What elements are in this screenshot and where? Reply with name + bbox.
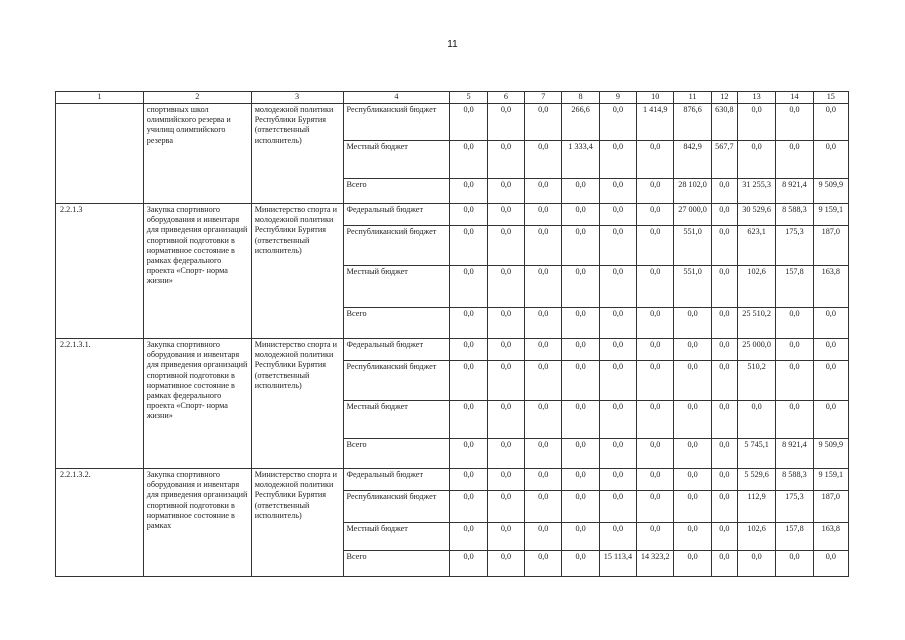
amount-cell: 0,0 [599, 266, 636, 308]
amount-cell: 0,0 [599, 361, 636, 401]
funding-source: Всего [343, 179, 450, 204]
table-row [56, 339, 849, 361]
amount-cell: 0,0 [562, 204, 599, 226]
amount-cell: 567,7 [711, 141, 737, 179]
amount-cell: 0,0 [813, 339, 848, 361]
amount-cell: 0,0 [711, 204, 737, 226]
funding-source: Местный бюджет [343, 266, 450, 308]
amount-cell: 876,6 [674, 104, 711, 141]
amount-cell: 5 745,1 [737, 439, 775, 469]
amount-cell: 8 921,4 [776, 439, 813, 469]
column-header: 4 [343, 92, 450, 104]
item-name: Закупка спортивного оборудования и инвентаря для приведения организаций спортивной подготовки в нормативное состояние в рамках федерального проекта «Спорт- норма жизни» [143, 339, 251, 469]
amount-cell: 0,0 [487, 469, 524, 491]
amount-cell: 0,0 [711, 179, 737, 204]
amount-cell: 0,0 [737, 401, 775, 439]
amount-cell: 0,0 [637, 523, 674, 551]
amount-cell: 0,0 [450, 361, 487, 401]
amount-cell: 0,0 [776, 339, 813, 361]
amount-cell: 0,0 [525, 339, 562, 361]
amount-cell: 842,9 [674, 141, 711, 179]
amount-cell: 0,0 [637, 491, 674, 523]
item-executor: Министерство спорта и молодежной политики Республики Бурятия (ответственный исполнитель) [251, 204, 343, 339]
amount-cell: 0,0 [487, 523, 524, 551]
amount-cell: 0,0 [487, 226, 524, 266]
amount-cell: 0,0 [813, 401, 848, 439]
amount-cell: 0,0 [487, 141, 524, 179]
amount-cell: 0,0 [711, 491, 737, 523]
column-header: 6 [487, 92, 524, 104]
funding-source: Всего [343, 439, 450, 469]
amount-cell: 0,0 [674, 491, 711, 523]
amount-cell: 25 000,0 [737, 339, 775, 361]
funding-source: Местный бюджет [343, 401, 450, 439]
item-name: Закупка спортивного оборудования и инвентаря для приведения организаций спортивной подготовки в нормативное состояние в рамках [143, 469, 251, 577]
amount-cell: 0,0 [599, 439, 636, 469]
amount-cell: 0,0 [450, 204, 487, 226]
amount-cell: 0,0 [450, 226, 487, 266]
amount-cell: 0,0 [599, 491, 636, 523]
amount-cell: 0,0 [487, 266, 524, 308]
amount-cell: 551,0 [674, 226, 711, 266]
amount-cell: 28 102,0 [674, 179, 711, 204]
amount-cell: 8 588,3 [776, 469, 813, 491]
amount-cell: 0,0 [737, 104, 775, 141]
amount-cell: 0,0 [637, 469, 674, 491]
amount-cell: 0,0 [711, 551, 737, 577]
amount-cell: 0,0 [674, 401, 711, 439]
amount-cell: 0,0 [599, 204, 636, 226]
amount-cell: 0,0 [525, 361, 562, 401]
amount-cell: 0,0 [487, 551, 524, 577]
item-executor: молодежной политики Республики Бурятия (ответственный исполнитель) [251, 104, 343, 204]
amount-cell: 0,0 [637, 439, 674, 469]
amount-cell: 266,6 [562, 104, 599, 141]
amount-cell: 0,0 [487, 401, 524, 439]
amount-cell: 112,9 [737, 491, 775, 523]
amount-cell: 0,0 [525, 308, 562, 339]
column-header: 11 [674, 92, 711, 104]
amount-cell: 0,0 [599, 401, 636, 439]
amount-cell: 0,0 [562, 308, 599, 339]
amount-cell: 0,0 [674, 439, 711, 469]
amount-cell: 0,0 [711, 266, 737, 308]
amount-cell: 0,0 [450, 179, 487, 204]
amount-cell: 157,8 [776, 266, 813, 308]
amount-cell: 187,0 [813, 226, 848, 266]
funding-source: Республиканский бюджет [343, 104, 450, 141]
amount-cell: 0,0 [450, 491, 487, 523]
amount-cell: 0,0 [562, 551, 599, 577]
amount-cell: 175,3 [776, 491, 813, 523]
column-header: 7 [525, 92, 562, 104]
amount-cell: 0,0 [711, 439, 737, 469]
amount-cell: 0,0 [487, 439, 524, 469]
funding-source: Местный бюджет [343, 523, 450, 551]
amount-cell: 0,0 [599, 226, 636, 266]
amount-cell: 31 255,3 [737, 179, 775, 204]
amount-cell: 0,0 [562, 439, 599, 469]
amount-cell: 0,0 [525, 179, 562, 204]
column-header: 14 [776, 92, 813, 104]
amount-cell: 0,0 [525, 266, 562, 308]
item-code [56, 104, 144, 204]
table-row [56, 204, 849, 226]
funding-source: Республиканский бюджет [343, 491, 450, 523]
amount-cell: 0,0 [711, 401, 737, 439]
amount-cell: 9 159,1 [813, 204, 848, 226]
table-row [56, 104, 849, 141]
funding-source: Местный бюджет [343, 141, 450, 179]
item-name: спортивных школ олимпийского резерва и училищ олимпийского резерва [143, 104, 251, 204]
table-body [56, 104, 849, 577]
amount-cell: 0,0 [599, 179, 636, 204]
amount-cell: 0,0 [599, 104, 636, 141]
amount-cell: 0,0 [599, 308, 636, 339]
funding-source: Всего [343, 308, 450, 339]
column-header: 3 [251, 92, 343, 104]
amount-cell: 551,0 [674, 266, 711, 308]
amount-cell: 0,0 [487, 491, 524, 523]
amount-cell: 0,0 [487, 308, 524, 339]
amount-cell: 102,6 [737, 523, 775, 551]
item-code: 2.2.1.3.1. [56, 339, 144, 469]
amount-cell: 0,0 [525, 401, 562, 439]
item-name: Закупка спортивного оборудования и инвентаря для приведения организаций спортивной подготовки в нормативное состояние в рамках федерального проекта «Спорт- норма жизни» [143, 204, 251, 339]
amount-cell: 0,0 [637, 179, 674, 204]
column-header: 8 [562, 92, 599, 104]
amount-cell: 0,0 [637, 361, 674, 401]
table-row [56, 469, 849, 491]
amount-cell: 0,0 [737, 551, 775, 577]
amount-cell: 0,0 [525, 491, 562, 523]
item-code: 2.2.1.3.2. [56, 469, 144, 577]
amount-cell: 0,0 [776, 361, 813, 401]
column-header: 12 [711, 92, 737, 104]
amount-cell: 0,0 [637, 308, 674, 339]
amount-cell: 0,0 [525, 104, 562, 141]
column-header: 13 [737, 92, 775, 104]
amount-cell: 0,0 [674, 361, 711, 401]
amount-cell: 0,0 [562, 226, 599, 266]
amount-cell: 0,0 [450, 469, 487, 491]
funding-source: Республиканский бюджет [343, 226, 450, 266]
amount-cell: 0,0 [711, 339, 737, 361]
amount-cell: 0,0 [776, 551, 813, 577]
amount-cell: 0,0 [637, 266, 674, 308]
amount-cell: 9 509,9 [813, 439, 848, 469]
amount-cell: 0,0 [674, 551, 711, 577]
page-number: 11 [447, 39, 458, 50]
amount-cell: 30 529,6 [737, 204, 775, 226]
amount-cell: 0,0 [562, 266, 599, 308]
amount-cell: 0,0 [711, 469, 737, 491]
item-executor: Министерство спорта и молодежной политики Республики Бурятия (ответственный исполнитель) [251, 339, 343, 469]
funding-source: Федеральный бюджет [343, 339, 450, 361]
amount-cell: 0,0 [813, 141, 848, 179]
amount-cell: 0,0 [450, 266, 487, 308]
column-header: 10 [637, 92, 674, 104]
amount-cell: 0,0 [813, 308, 848, 339]
amount-cell: 0,0 [599, 469, 636, 491]
amount-cell: 0,0 [487, 179, 524, 204]
amount-cell: 0,0 [711, 361, 737, 401]
amount-cell: 0,0 [525, 226, 562, 266]
amount-cell: 1 333,4 [562, 141, 599, 179]
amount-cell: 175,3 [776, 226, 813, 266]
amount-cell: 0,0 [776, 308, 813, 339]
amount-cell: 0,0 [525, 439, 562, 469]
amount-cell: 0,0 [599, 339, 636, 361]
amount-cell: 0,0 [450, 308, 487, 339]
amount-cell: 5 529,6 [737, 469, 775, 491]
amount-cell: 0,0 [813, 361, 848, 401]
amount-cell: 0,0 [776, 141, 813, 179]
amount-cell: 8 588,3 [776, 204, 813, 226]
funding-source: Всего [343, 551, 450, 577]
amount-cell: 0,0 [637, 339, 674, 361]
amount-cell: 0,0 [525, 469, 562, 491]
amount-cell: 0,0 [711, 523, 737, 551]
amount-cell: 1 414,9 [637, 104, 674, 141]
amount-cell: 0,0 [813, 104, 848, 141]
amount-cell: 0,0 [487, 361, 524, 401]
amount-cell: 8 921,4 [776, 179, 813, 204]
amount-cell: 0,0 [562, 339, 599, 361]
amount-cell: 0,0 [562, 469, 599, 491]
amount-cell: 0,0 [674, 308, 711, 339]
amount-cell: 187,0 [813, 491, 848, 523]
column-header: 2 [143, 92, 251, 104]
item-executor: Министерство спорта и молодежной политики Республики Бурятия (ответственный исполнитель) [251, 469, 343, 577]
column-header: 15 [813, 92, 848, 104]
funding-source: Республиканский бюджет [343, 361, 450, 401]
budget-table [55, 91, 849, 577]
amount-cell: 15 113,4 [599, 551, 636, 577]
amount-cell: 9 159,1 [813, 469, 848, 491]
amount-cell: 0,0 [776, 401, 813, 439]
amount-cell: 0,0 [711, 308, 737, 339]
amount-cell: 0,0 [487, 339, 524, 361]
amount-cell: 0,0 [637, 141, 674, 179]
column-header: 1 [56, 92, 144, 104]
amount-cell: 25 510,2 [737, 308, 775, 339]
amount-cell: 0,0 [562, 401, 599, 439]
funding-source: Федеральный бюджет [343, 469, 450, 491]
amount-cell: 0,0 [525, 141, 562, 179]
amount-cell: 0,0 [637, 226, 674, 266]
amount-cell: 0,0 [450, 523, 487, 551]
amount-cell: 0,0 [674, 523, 711, 551]
amount-cell: 163,8 [813, 523, 848, 551]
amount-cell: 0,0 [599, 141, 636, 179]
amount-cell: 0,0 [450, 551, 487, 577]
amount-cell: 0,0 [737, 141, 775, 179]
amount-cell: 0,0 [562, 523, 599, 551]
amount-cell: 0,0 [637, 204, 674, 226]
amount-cell: 14 323,2 [637, 551, 674, 577]
item-code: 2.2.1.3 [56, 204, 144, 339]
amount-cell: 0,0 [487, 104, 524, 141]
amount-cell: 623,1 [737, 226, 775, 266]
amount-cell: 510,2 [737, 361, 775, 401]
amount-cell: 0,0 [562, 491, 599, 523]
amount-cell: 102,6 [737, 266, 775, 308]
amount-cell: 27 000,0 [674, 204, 711, 226]
amount-cell: 0,0 [450, 401, 487, 439]
amount-cell: 0,0 [450, 339, 487, 361]
amount-cell: 0,0 [562, 361, 599, 401]
amount-cell: 0,0 [487, 204, 524, 226]
column-header: 9 [599, 92, 636, 104]
amount-cell: 9 509,9 [813, 179, 848, 204]
amount-cell: 0,0 [450, 141, 487, 179]
funding-source: Федеральный бюджет [343, 204, 450, 226]
column-header: 5 [450, 92, 487, 104]
amount-cell: 0,0 [776, 104, 813, 141]
amount-cell: 0,0 [637, 401, 674, 439]
column-number-row [56, 92, 849, 104]
amount-cell: 0,0 [525, 551, 562, 577]
amount-cell: 0,0 [562, 179, 599, 204]
amount-cell: 0,0 [525, 523, 562, 551]
amount-cell: 0,0 [813, 551, 848, 577]
amount-cell: 0,0 [599, 523, 636, 551]
amount-cell: 630,8 [711, 104, 737, 141]
amount-cell: 0,0 [674, 339, 711, 361]
amount-cell: 0,0 [450, 439, 487, 469]
amount-cell: 0,0 [711, 226, 737, 266]
amount-cell: 163,8 [813, 266, 848, 308]
amount-cell: 157,8 [776, 523, 813, 551]
amount-cell: 0,0 [674, 469, 711, 491]
amount-cell: 0,0 [450, 104, 487, 141]
amount-cell: 0,0 [525, 204, 562, 226]
